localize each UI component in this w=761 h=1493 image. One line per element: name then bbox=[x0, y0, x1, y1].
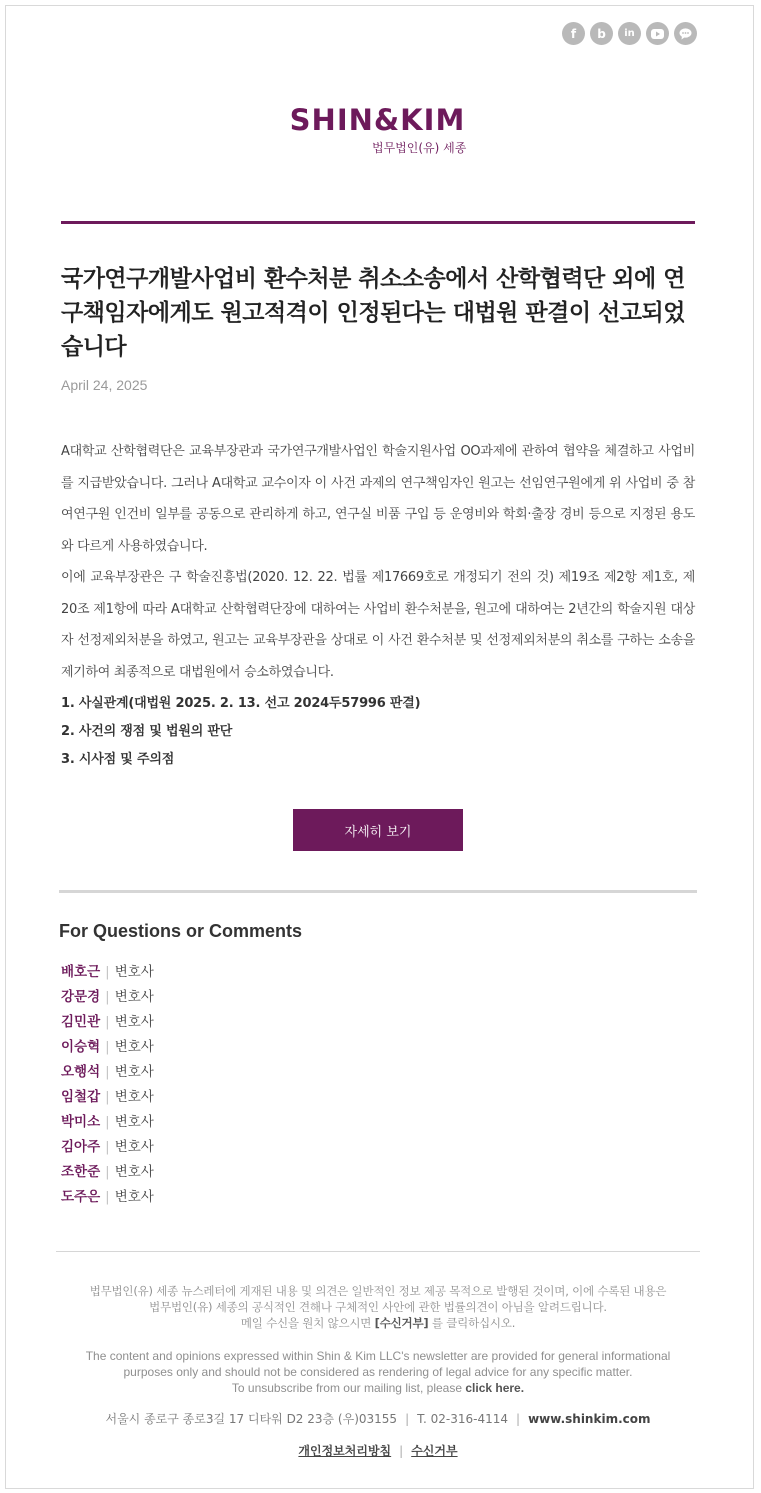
section-divider bbox=[59, 890, 697, 893]
contact-name[interactable]: 임철갑 bbox=[61, 1089, 101, 1105]
contact-separator: | bbox=[105, 1164, 110, 1180]
facebook-icon[interactable]: f bbox=[562, 22, 585, 45]
youtube-icon[interactable] bbox=[646, 22, 669, 45]
contact-name[interactable]: 박미소 bbox=[61, 1114, 101, 1130]
contact-role: 변호사 bbox=[114, 1014, 154, 1030]
office-address: 서울시 종로구 종로3길 17 디타워 D2 23층 (우)03155 bbox=[105, 1412, 398, 1426]
contact-item bbox=[61, 1185, 154, 1210]
unsubscribe-ko-text: 메일 수신을 원치 않으시면 bbox=[240, 1316, 372, 1330]
footer-disclaimer-en bbox=[56, 1348, 700, 1396]
contact-separator: | bbox=[105, 1014, 110, 1030]
contact-separator: | bbox=[105, 1064, 110, 1080]
contact-item bbox=[61, 960, 154, 985]
website-link[interactable]: www.shinkim.com bbox=[528, 1412, 651, 1426]
unsubscribe-ko-text: 를 클릭하십시오. bbox=[431, 1316, 516, 1330]
contact-name[interactable]: 김민관 bbox=[61, 1014, 101, 1030]
contact-item bbox=[61, 1110, 154, 1135]
linkedin-icon[interactable]: in bbox=[618, 22, 641, 45]
contact-separator: | bbox=[105, 1189, 110, 1205]
contact-item bbox=[61, 1135, 154, 1160]
contact-role: 변호사 bbox=[114, 964, 154, 980]
contact-role: 변호사 bbox=[114, 1089, 154, 1105]
contact-role: 변호사 bbox=[114, 989, 154, 1005]
contact-separator: | bbox=[105, 1114, 110, 1130]
contact-role: 변호사 bbox=[114, 1139, 154, 1155]
contact-name[interactable]: 이승혁 bbox=[61, 1039, 101, 1055]
read-more-button[interactable]: 자세히 보기 bbox=[293, 809, 463, 851]
contact-item bbox=[61, 1060, 154, 1085]
contact-name[interactable]: 김아주 bbox=[61, 1139, 101, 1155]
unsubscribe-link[interactable]: 수신거부 bbox=[411, 1444, 458, 1458]
disclaimer-ko-line bbox=[56, 1315, 700, 1331]
contact-separator: | bbox=[105, 1089, 110, 1105]
contact-item bbox=[61, 1085, 154, 1110]
article-paragraph-2: 이에 교육부장관은 구 학술진흥법(2020. 12. 22. 법률 제17669호로 개정되기 전의 것) 제19조 제2항 제1호, 제20조 제1항에 따라 A대학교 산학협력단장에 대하여는 사업비 환수처분을, 원고에 대하여는 2년간의 학술지원 대상자 선정제외처분을 하였고, 원고는 교육부장관을 상대로 이 사건 환수처분 및 선정제외처분의 취소를 구하는 소송을 제기하여 최종적으로 대법원에서 승소하였습니다. bbox=[61, 570, 695, 680]
article-paragraph-1: A대학교 산학협력단은 교육부장관과 국가연구개발사업인 학술지원사업 OO과제에 관하여 협약을 체결하고 사업비를 지급받았습니다. 그러나 A대학교 교수이자 이 사건 과제의 연구책임자인 원고는 선임연구원에게 위 사업비 중 참여연구원 인건비 일부를 공동으로 관리하게 하고, 연구실 비품 구입 등 운영비와 학회·출장 경비 등으로 지정된 용도와 다르게 사용하였습니다. bbox=[61, 444, 695, 554]
disclaimer-en-line bbox=[56, 1380, 700, 1396]
contacts-heading: For Questions or Comments bbox=[59, 921, 303, 941]
disclaimer-en-line: The content and opinions expressed within Shin & Kim LLC's newsletter are provided for general informational bbox=[85, 1349, 671, 1363]
contact-item bbox=[61, 1035, 154, 1060]
contact-name[interactable]: 도주은 bbox=[61, 1189, 101, 1205]
contact-role: 변호사 bbox=[114, 1064, 154, 1080]
footer-address bbox=[56, 1411, 700, 1427]
brand-name: SHIN&KIM bbox=[289, 103, 466, 137]
contact-role: 변호사 bbox=[114, 1039, 154, 1055]
contact-separator: | bbox=[105, 964, 110, 980]
footer-links bbox=[56, 1443, 700, 1459]
office-phone: T. 02-316-4114 bbox=[417, 1412, 509, 1426]
unsubscribe-ko-link[interactable]: [수신거부] bbox=[374, 1316, 429, 1330]
contact-role: 변호사 bbox=[114, 1114, 154, 1130]
social-links bbox=[562, 22, 697, 45]
brand-subtitle: 법무법인(유) 세종 bbox=[372, 141, 467, 155]
contact-separator: | bbox=[105, 1039, 110, 1055]
contact-item bbox=[61, 985, 154, 1010]
toc-item: 3. 시사점 및 주의점 bbox=[61, 752, 175, 767]
contact-item bbox=[61, 1160, 154, 1185]
contact-separator: | bbox=[105, 1139, 110, 1155]
privacy-policy-link[interactable]: 개인정보처리방침 bbox=[298, 1444, 392, 1458]
article-toc bbox=[61, 690, 420, 774]
brand-logo[interactable] bbox=[0, 103, 761, 155]
footer-divider bbox=[56, 1251, 700, 1252]
footer-disclaimer-ko bbox=[56, 1283, 700, 1331]
header-divider bbox=[61, 221, 695, 224]
contacts-list bbox=[61, 960, 154, 1210]
article-date: April 24, 2025 bbox=[61, 377, 148, 393]
footer-separator: | bbox=[405, 1412, 410, 1426]
contact-name[interactable]: 강문경 bbox=[61, 989, 101, 1005]
toc-item: 1. 사실관계(대법원 2025. 2. 13. 선고 2024두57996 판결) bbox=[61, 696, 421, 711]
disclaimer-ko-line: 법무법인(유) 세종 뉴스레터에 게재된 내용 및 의견은 일반적인 정보 제공 목적으로 발행된 것이며, 이에 수록된 내용은 bbox=[89, 1284, 667, 1298]
contact-name[interactable]: 배호근 bbox=[61, 964, 101, 980]
contact-item bbox=[61, 1010, 154, 1035]
unsubscribe-en-text: To unsubscribe from our mailing list, please bbox=[231, 1381, 463, 1395]
kakaotalk-icon[interactable] bbox=[674, 22, 697, 45]
contact-name[interactable]: 오행석 bbox=[61, 1064, 101, 1080]
footer-separator: | bbox=[399, 1444, 404, 1458]
disclaimer-ko-line: 법무법인(유) 세종의 공식적인 견해나 구체적인 사안에 관한 법률의견이 아님을 알려드립니다. bbox=[149, 1300, 607, 1314]
contact-role: 변호사 bbox=[114, 1164, 154, 1180]
disclaimer-en-line: purposes only and should not be considered as rendering of legal advice for any specific matter. bbox=[123, 1365, 633, 1379]
unsubscribe-en-link[interactable]: click here. bbox=[465, 1381, 525, 1395]
contact-role: 변호사 bbox=[114, 1189, 154, 1205]
contact-separator: | bbox=[105, 989, 110, 1005]
blog-icon[interactable]: b bbox=[590, 22, 613, 45]
contact-name[interactable]: 조한준 bbox=[61, 1164, 101, 1180]
article-title: 국가연구개발사업비 환수처분 취소소송에서 산학협력단 외에 연구책임자에게도 원고적격이 인정된다는 대법원 판결이 선고되었습니다 bbox=[61, 266, 685, 360]
footer-separator: | bbox=[516, 1412, 521, 1426]
toc-item: 2. 사건의 쟁점 및 법원의 판단 bbox=[61, 724, 233, 739]
